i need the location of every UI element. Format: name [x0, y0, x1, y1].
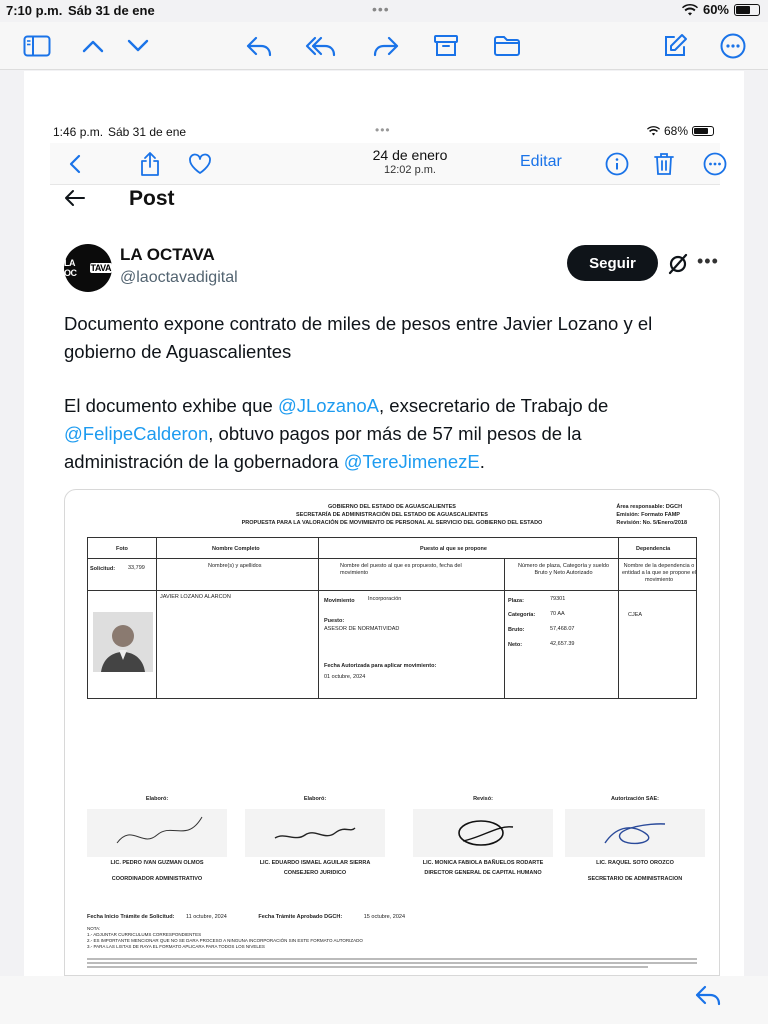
- doc-fecha-aprob: 15 octubre, 2024: [363, 914, 406, 920]
- inner-wifi-icon: [647, 126, 660, 136]
- doc-puesto-label: Puesto:: [324, 618, 345, 624]
- forward-button[interactable]: [370, 30, 402, 62]
- doc-neto: 42,657.39: [550, 641, 575, 647]
- compose-icon: [662, 33, 688, 59]
- arrow-left-icon: [64, 189, 86, 207]
- doc-col-line: [318, 538, 319, 698]
- doc-r3: Revisión: No. 5/Enero/2018: [616, 520, 687, 526]
- doc-r1: Área responsable: DGCH: [616, 504, 683, 510]
- doc-fecha-mov-label: Fecha Autorizada para aplicar movimiento:: [324, 663, 437, 669]
- doc-h1: GOBIERNO DEL ESTADO DE AGUASCALIENTES: [328, 504, 456, 510]
- signature-3-image: [413, 809, 553, 857]
- inner-multitask-dots-icon: •••: [375, 123, 391, 137]
- follow-button: Seguir: [567, 245, 658, 281]
- doc-nombres-label: Nombre(s) y apellidos: [208, 563, 262, 569]
- inner-more-button: [700, 149, 730, 179]
- more-actions-button[interactable]: [717, 30, 749, 62]
- doc-bruto-label: Bruto:: [508, 627, 525, 633]
- trash-icon: [653, 152, 675, 176]
- signature-1-image: [87, 809, 227, 857]
- bottom-reply-icon: [694, 984, 722, 1006]
- doc-dependencia: CJEA: [628, 612, 643, 618]
- tweet-text-d: .: [479, 451, 485, 472]
- signature-block-1: [87, 795, 227, 883]
- mention-jlozanoa: @JLozanoA: [277, 395, 380, 416]
- chevron-up-icon: [82, 39, 104, 53]
- more-icon: [720, 33, 746, 59]
- inner-status-right: [647, 124, 714, 138]
- bottom-bar: [0, 976, 768, 1024]
- doc-solicitud-num: 33,799: [128, 565, 145, 571]
- doc-plaza-label: Plaza:: [508, 598, 524, 604]
- doc-puesto-desc: Nombre del puesto al que es propuesto, fecha del movimiento: [340, 563, 462, 576]
- sig2-name: LIC. EDUARDO ISMAEL AGUILAR SIERRA: [259, 860, 371, 866]
- info-icon: [605, 152, 629, 176]
- doc-col-dep: Dependencia: [636, 546, 671, 552]
- doc-col-foto: Foto: [116, 546, 128, 552]
- share-icon: [140, 151, 160, 177]
- signature-4-image: [565, 809, 705, 857]
- wifi-icon: [682, 4, 698, 16]
- mail-toolbar: [0, 22, 768, 70]
- avatar: [64, 244, 112, 292]
- tweet-text-b: , exsecretario de Trabajo de: [379, 395, 609, 416]
- reply-button[interactable]: [243, 30, 275, 62]
- doc-categoria: 70 AA: [550, 611, 565, 617]
- doc-notes: [87, 926, 697, 950]
- inner-back-button: [60, 149, 90, 179]
- archive-icon: [433, 34, 459, 58]
- battery-icon: [734, 4, 760, 16]
- doc-fecha-inicio-label: Fecha Inicio Trámite de Solicitud:: [87, 914, 175, 920]
- sig1-role: Elaboró:: [145, 796, 169, 802]
- forward-icon: [372, 35, 400, 57]
- inner-mail-date: [340, 147, 480, 176]
- status-time: 7:10 p.m.: [6, 3, 63, 18]
- avatar-text-b: TAVA: [90, 263, 111, 273]
- doc-neto-label: Neto:: [508, 642, 523, 648]
- doc-nota: NOTA:: [87, 926, 101, 931]
- tweet-paragraph-2: [64, 392, 704, 476]
- sig2-title: CONSEJERO JURIDICO: [283, 870, 347, 876]
- reply-all-icon: [305, 35, 337, 57]
- heart-icon: [188, 153, 212, 175]
- tweet-paragraph-1: Documento expone contrato de miles de pesos entre Javier Lozano y el gobierno de Aguascalientes: [64, 313, 653, 362]
- sidebar-toggle-button[interactable]: [21, 30, 53, 62]
- status-date: Sáb 31 de ene: [68, 3, 155, 18]
- folder-icon: [493, 35, 521, 57]
- doc-fecha-aprob-label: Fecha Trámite Aprobado DGCH:: [258, 914, 343, 920]
- inner-info-button: [602, 149, 632, 179]
- user-handle: @laoctavadigital: [120, 269, 238, 286]
- signature-block-3: [413, 795, 553, 877]
- doc-fecha-mov: 01 octubre, 2024: [324, 674, 366, 680]
- compose-button[interactable]: [659, 30, 691, 62]
- doc-bruto: 57,468.07: [550, 626, 575, 632]
- post-title: Post: [129, 187, 175, 210]
- doc-col-puesto: Puesto al que se propone: [420, 546, 487, 552]
- doc-table: [87, 537, 697, 699]
- inner-mail-toolbar: [50, 143, 720, 185]
- doc-dep-desc: Nombre de la dependencia o entidad a la que se propone el movimiento: [622, 563, 697, 583]
- doc-movimiento-label: Movimiento: [324, 598, 355, 604]
- doc-solicitud-label: Solicitud:: [90, 566, 116, 572]
- doc-fecha-inicio: 11 octubre, 2024: [185, 914, 227, 920]
- inner-favorite-button: [185, 149, 215, 179]
- tweet-text-c: , obtuvo pagos por más de 57 mil pesos de la administración de la gobernadora: [64, 423, 582, 472]
- next-message-button[interactable]: [122, 30, 154, 62]
- signature-block-2: [245, 795, 385, 877]
- move-to-folder-button[interactable]: [491, 30, 523, 62]
- inner-share-button: [135, 149, 165, 179]
- doc-categoria-label: Categoría:: [508, 612, 536, 618]
- doc-puesto: ASESOR DE NORMATIVIDAD: [324, 626, 400, 632]
- post-more-icon: •••: [697, 251, 719, 271]
- person-photo: [93, 612, 153, 672]
- reply-icon: [245, 35, 273, 57]
- post-header: [64, 185, 664, 217]
- doc-dates: [87, 914, 697, 921]
- tweet-text-a: El documento exhibe que: [64, 395, 278, 416]
- doc-header-right: [616, 503, 687, 527]
- sig1-title: COORDINADOR ADMINISTRATIVO: [111, 876, 203, 882]
- doc-r2: Emisión: Formato FAMP: [616, 512, 680, 518]
- chevron-down-icon: [127, 39, 149, 53]
- doc-col-line: [504, 559, 505, 698]
- signature-2-image: [245, 809, 385, 857]
- bottom-reply-button[interactable]: [694, 984, 722, 1011]
- inner-edit-label: Editar: [520, 153, 562, 170]
- inner-status-bar: [50, 123, 720, 143]
- doc-plaza: 79301: [550, 596, 566, 602]
- inner-battery-percent: 68%: [663, 124, 688, 138]
- inner-status-time: 1:46 p.m.: [53, 125, 104, 139]
- tweet-text: [64, 310, 704, 502]
- reply-all-button[interactable]: [305, 30, 337, 62]
- inner-delete-button: [649, 149, 679, 179]
- inner-status-date: Sáb 31 de ene: [108, 125, 187, 139]
- sig3-title: DIRECTOR GENERAL DE CAPITAL HUMANO: [424, 870, 542, 876]
- person-photo-image: [93, 612, 153, 672]
- doc-fine-print: [87, 956, 697, 970]
- mention-felipecalderon: @FelipeCalderon: [64, 423, 209, 444]
- doc-col-line: [156, 538, 157, 698]
- sig3-name: LIC. MONICA FABIOLA BAÑUELOS RODARTE: [422, 860, 544, 866]
- doc-nota3: 3.- PARA LAS LISTAS DE RAYA EL FORMATO APLICARA PARA TODOS LOS NIVELES: [87, 944, 265, 949]
- doc-nombre: JAVIER LOZANO ALARCON: [160, 594, 231, 600]
- doc-nota2: 2.- ES IMPORTANTE MENCIONAR QUE NO SE DARA PROCESO A NINGUNA INCORPORACIÓN SIN ESTE FORMATO AUTORIZADO: [87, 938, 363, 943]
- sig4-title: SECRETARIO DE ADMINISTRACION: [587, 876, 683, 882]
- doc-movimiento: Incorporación: [368, 596, 402, 602]
- inner-more-icon: [703, 152, 727, 176]
- doc-col-nombre: Nombre Completo: [212, 546, 260, 552]
- doc-row-header: [88, 538, 696, 559]
- doc-plaza-desc: Número de plaza, Categoría y sueldo Bruto y Neto Autorizado: [517, 563, 610, 576]
- sig1-name: LIC. PEDRO IVAN GUZMAN OLMOS: [110, 860, 204, 866]
- user-name: LA OCTAVA: [120, 245, 215, 264]
- sig4-role: Autorización SAE:: [611, 796, 659, 802]
- doc-h3: PROPUESTA PARA LA VALORACIÓN DE MOVIMIENTO DE PERSONAL AL SERVICIO DEL GOBIERNO DEL ESTADO: [241, 520, 543, 526]
- doc-nota1: 1.- ADJUNTAR CURRICULUMS CORRESPONDIENTES: [87, 932, 202, 937]
- archive-button[interactable]: [430, 30, 462, 62]
- signature-block-4: [565, 795, 705, 883]
- inner-date-text: 24 de enero: [372, 147, 448, 163]
- previous-message-button[interactable]: [77, 30, 109, 62]
- battery-percent: 60%: [702, 2, 729, 17]
- sig4-name: LIC. RAQUEL SOTO OROZCO: [596, 860, 674, 866]
- inner-time-text: 12:02 p.m.: [384, 164, 436, 176]
- multitask-dots-icon[interactable]: •••: [372, 1, 390, 17]
- inner-battery-icon: [692, 126, 714, 136]
- doc-h2: SECRETARÍA DE ADMINISTRACIÓN DEL ESTADO DE AGUASCALIENTES: [296, 512, 488, 518]
- avatar-text-a: LA OC: [64, 258, 77, 278]
- doc-col-line: [618, 538, 619, 698]
- chevron-left-icon: [69, 154, 81, 174]
- sidebar-icon: [23, 35, 51, 57]
- status-bar: [0, 0, 768, 22]
- document-image: [64, 489, 720, 976]
- sig2-role: Elaboró:: [303, 796, 327, 802]
- grok-icon: [667, 253, 689, 275]
- sig3-role: Revisó:: [473, 796, 493, 802]
- status-right: [682, 2, 760, 17]
- email-body: [24, 71, 744, 976]
- mention-terejimeneze: @TereJimenezE: [343, 451, 480, 472]
